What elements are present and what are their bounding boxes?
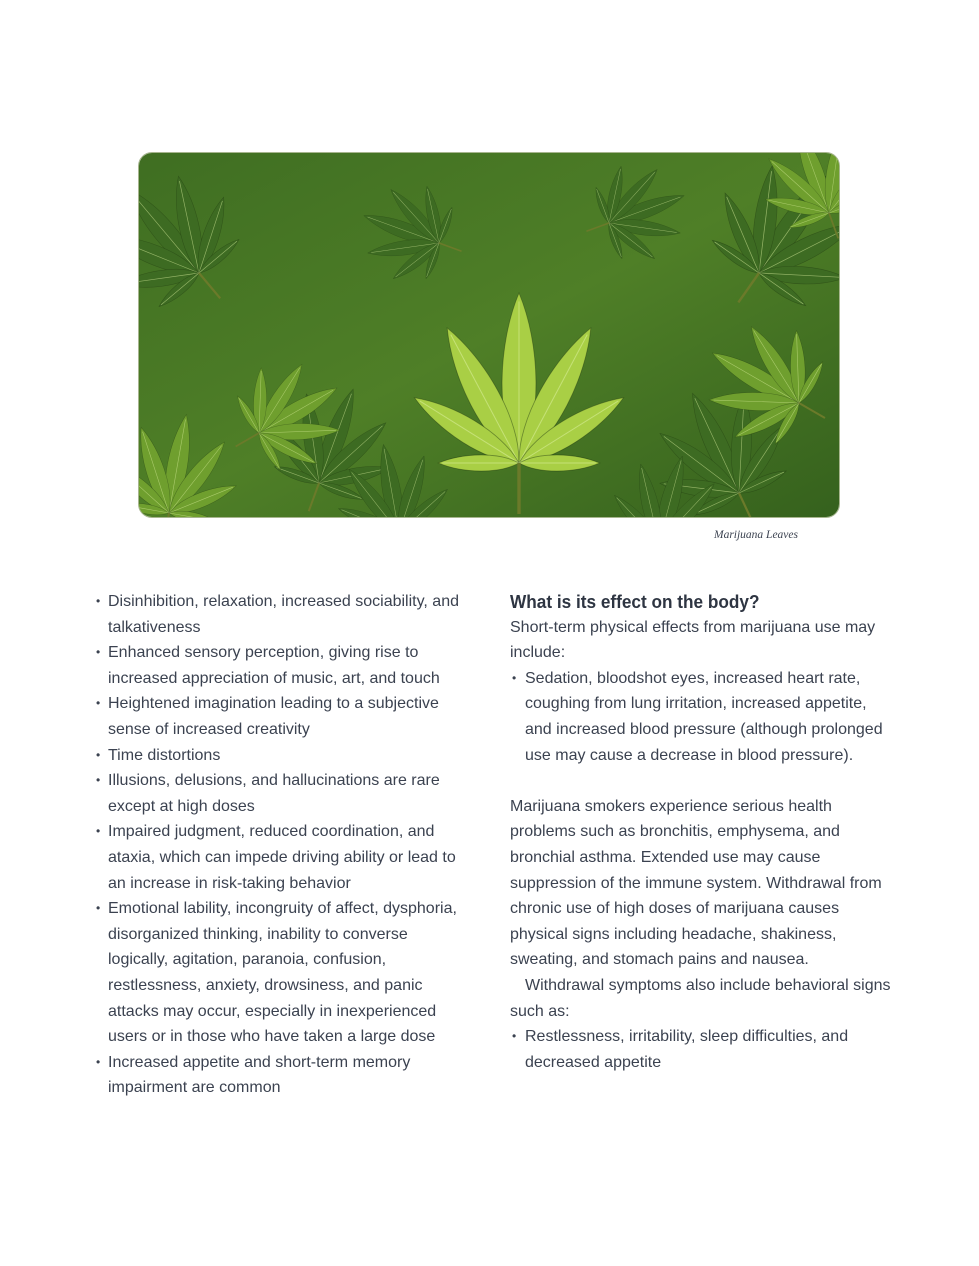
marijuana-leaves-photo [138,152,840,518]
right-column [510,589,895,1075]
health-paragraph: Marijuana smokers experience serious health problems such as bronchitis, emphysema, and bronchial asthma. Extended use may cause suppression of the immune system. Withdrawal from chronic use of high doses of marijuana causes physical signs including headache, shakiness, sweating, and stomach pains and nausea. [510,797,882,969]
list-item: • Time distortions [94,743,464,769]
list-item: • Disinhibition, relaxation, increased sociability, and talkativeness [94,589,464,640]
image-caption: Marijuana Leaves [713,529,798,541]
list-item: • Restlessness, irritability, sleep difficulties, and decreased appetite [510,1024,895,1075]
list-item: • Illusions, delusions, and hallucinations are rare except at high doses [94,768,464,819]
effects-list [94,589,464,1101]
list-item: • Heightened imagination leading to a subjective sense of increased creativity [94,691,464,742]
intro-paragraph: Short-term physical effects from marijuana use may include: [510,618,876,662]
list-item: • Impaired judgment, reduced coordination, and ataxia, which can impede driving ability or lead to an increase in risk-taking behavior [94,819,464,896]
physical-effects-list [510,666,895,768]
list-item: • Increased appetite and short-term memory impairment are common [94,1050,464,1101]
list-item: • Enhanced sensory perception, giving rise to increased appreciation of music, art, and touch [94,640,464,691]
leaves-illustration [139,153,840,518]
withdrawal-intro: Withdrawal symptoms also include behavioral signs such as: [510,976,891,1020]
list-item: • Emotional lability, incongruity of affect, dysphoria, disorganized thinking, inability to converse logically, agitation, paranoia, confusion, restlessness, anxiety, drowsiness, and panic attacks may occur, especially in inexperienced users or in those who have taken a large dose [94,896,464,1050]
list-item: • Sedation, bloodshot eyes, increased heart rate, coughing from lung irritation, increased appetite, and increased blood pressure (although prolonged use may cause a decrease in blood pressure). [510,666,895,768]
left-column [94,589,464,1101]
section-heading: What is its effect on the body? [510,591,760,612]
withdrawal-list [510,1024,895,1075]
